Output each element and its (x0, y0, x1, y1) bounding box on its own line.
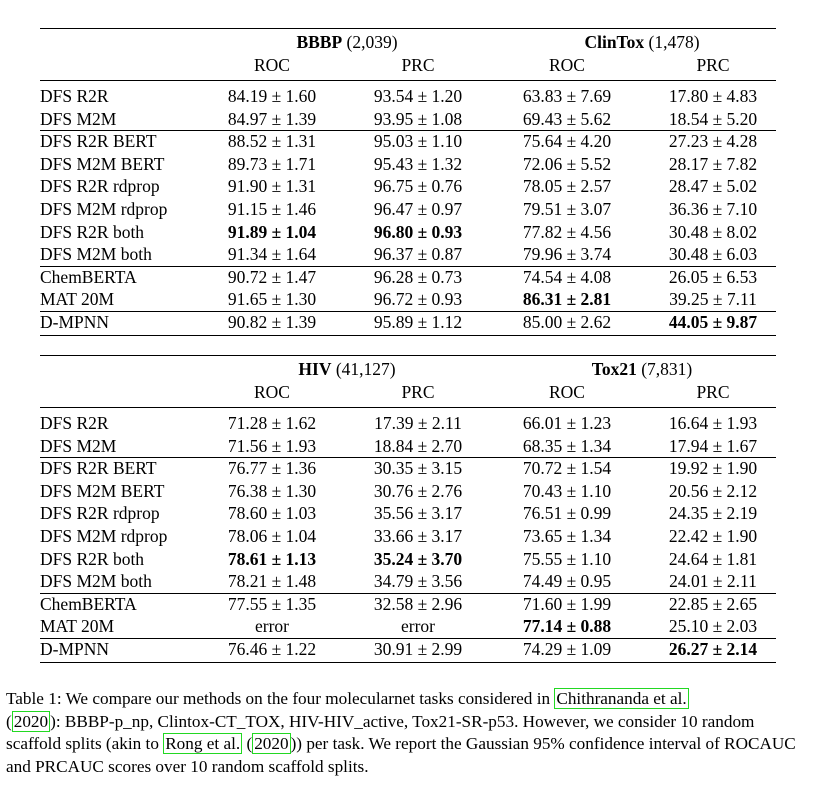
table-cell: 44.05 ± 9.87 (668, 312, 758, 332)
table-cell: 18.54 ± 5.20 (668, 108, 758, 129)
method-name: DFS M2M BERT (40, 153, 165, 174)
table-row (40, 243, 776, 266)
table-cell: 30.48 ± 8.02 (668, 221, 758, 242)
table-cell: 17.94 ± 1.67 (668, 435, 758, 456)
method-name: DFS M2M BERT (40, 480, 165, 501)
table-cell: 76.38 ± 1.30 (227, 480, 317, 501)
method-name: ChemBERTA (40, 593, 137, 614)
caption-text-1: Table 1: We compare our methods on the four molecularnet tasks considered in (6, 689, 555, 708)
column-header: ROC (549, 55, 585, 75)
method-name: DFS R2R rdprop (40, 503, 160, 524)
citation-rong-year[interactable]: 2020 (254, 734, 289, 753)
table-cell: 96.72 ± 0.93 (373, 289, 463, 310)
table-cell: 78.05 ± 2.57 (522, 176, 612, 197)
table-cell: 72.06 ± 5.52 (522, 153, 612, 174)
citation-rong-author[interactable]: Rong et al. (165, 734, 241, 753)
table-cell: 22.42 ± 1.90 (668, 526, 758, 546)
table-cell: 75.64 ± 4.20 (522, 131, 612, 152)
table-cell: 76.46 ± 1.22 (227, 639, 317, 659)
method-name: DFS R2R rdprop (40, 176, 160, 197)
table-cell: 77.82 ± 4.56 (522, 221, 612, 242)
table-row (40, 311, 776, 334)
table-row (40, 638, 776, 661)
table-cell: 27.23 ± 4.28 (668, 131, 758, 152)
table-cell: 34.79 ± 3.56 (373, 571, 463, 592)
table-cell: 77.55 ± 1.35 (227, 593, 317, 614)
table-top-rule (40, 28, 776, 29)
method-name: DFS R2R BERT (40, 131, 157, 152)
method-name: DFS M2M both (40, 571, 152, 592)
table-cell: 74.54 ± 4.08 (522, 266, 612, 287)
table-caption (6, 688, 812, 778)
table-row (40, 615, 776, 638)
table-cell: 30.76 ± 2.76 (373, 480, 463, 501)
table-cell: 17.80 ± 4.83 (668, 86, 758, 106)
dataset-count: (2,039) (346, 32, 398, 52)
table-cell: 91.65 ± 1.30 (227, 289, 317, 310)
table-cell: 77.14 ± 0.88 (522, 616, 612, 637)
group-separator-rule (40, 457, 776, 458)
table-cell: 74.49 ± 0.95 (522, 571, 612, 592)
table-bottom-rule (40, 662, 776, 663)
table-cell: 30.35 ± 3.15 (373, 458, 463, 479)
citation-chithrananda-year[interactable]: 2020 (13, 711, 49, 731)
table-top-rule (40, 355, 776, 356)
table-cell: 84.97 ± 1.39 (227, 108, 317, 129)
table-cell: 96.47 ± 0.97 (373, 199, 463, 219)
method-name: D-MPNN (40, 312, 110, 332)
group-separator-rule (40, 593, 776, 594)
header-rule (40, 80, 776, 81)
table-row (40, 108, 776, 131)
method-name: MAT 20M (40, 289, 115, 310)
group-separator-rule (40, 311, 776, 312)
table-row (40, 525, 776, 548)
citation-chithrananda-author[interactable]: Chithrananda et al. (556, 689, 687, 708)
table-row (40, 570, 776, 593)
table-cell: 75.55 ± 1.10 (522, 548, 612, 569)
method-name: DFS R2R both (40, 221, 145, 242)
method-name: DFS R2R (40, 86, 109, 106)
table-cell: 96.80 ± 0.93 (373, 221, 463, 242)
table-cell: 84.19 ± 1.60 (227, 86, 317, 106)
table-cell: 24.64 ± 1.81 (668, 548, 758, 569)
table-cell: 78.60 ± 1.03 (227, 503, 317, 524)
method-name: DFS R2R (40, 413, 109, 433)
table-row (40, 175, 776, 198)
dataset-name: ClinTox (584, 32, 645, 52)
column-header: ROC (549, 382, 585, 402)
table-row (40, 198, 776, 221)
table-cell: 19.92 ± 1.90 (668, 458, 758, 479)
table-cell: 22.85 ± 2.65 (668, 593, 758, 614)
table-cell: 91.34 ± 1.64 (227, 244, 317, 265)
table-cell: 69.43 ± 5.62 (522, 108, 612, 129)
method-name: DFS M2M rdprop (40, 526, 168, 546)
dataset-header (492, 31, 792, 53)
table-cell: 95.43 ± 1.32 (373, 153, 463, 174)
table-row (40, 85, 776, 108)
table-cell: 63.83 ± 7.69 (522, 86, 612, 106)
method-name: DFS M2M (40, 108, 117, 129)
group-separator-rule (40, 638, 776, 639)
table-cell: 90.72 ± 1.47 (227, 266, 317, 287)
column-header: PRC (696, 55, 730, 75)
table-cell: 89.73 ± 1.71 (227, 153, 317, 174)
column-header: PRC (401, 382, 435, 402)
table-cell: 17.39 ± 2.11 (374, 413, 462, 433)
method-name: MAT 20M (40, 616, 115, 637)
table-row (40, 153, 776, 176)
table-cell: 36.36 ± 7.10 (668, 199, 758, 219)
table-cell: 20.56 ± 2.12 (668, 480, 758, 501)
table-bottom-rule (40, 335, 776, 336)
method-name: DFS M2M rdprop (40, 199, 168, 219)
method-name: DFS R2R both (40, 548, 145, 569)
table-cell: 18.84 ± 2.70 (373, 435, 463, 456)
dataset-count: (1,478) (648, 32, 700, 52)
table-cell: 32.58 ± 2.96 (373, 593, 463, 614)
table-cell: 24.01 ± 2.11 (669, 571, 757, 592)
table-cell: 71.28 ± 1.62 (227, 413, 317, 433)
table-cell: 71.60 ± 1.99 (522, 593, 612, 614)
caption-cite-open-2: ( (242, 734, 253, 753)
dataset-name: BBBP (296, 32, 343, 52)
table-cell: 85.00 ± 2.62 (522, 312, 612, 332)
table-cell: 78.61 ± 1.13 (227, 548, 317, 569)
method-name: DFS R2R BERT (40, 458, 157, 479)
table-cell: 71.56 ± 1.93 (227, 435, 317, 456)
table-cell: 28.17 ± 7.82 (668, 153, 758, 174)
column-header: ROC (254, 55, 290, 75)
group-separator-rule (40, 266, 776, 267)
table-cell: 96.28 ± 0.73 (373, 266, 463, 287)
table-cell: 39.25 ± 7.11 (669, 289, 757, 310)
table-cell: 91.15 ± 1.46 (227, 199, 317, 219)
dataset-header (197, 358, 497, 380)
table-cell: 91.89 ± 1.04 (227, 221, 317, 242)
table-cell: 25.10 ± 2.03 (668, 616, 758, 637)
table-row (40, 593, 776, 616)
table-row (40, 457, 776, 480)
dataset-count: (7,831) (641, 359, 693, 379)
table-cell: 96.75 ± 0.76 (373, 176, 463, 197)
method-name: D-MPNN (40, 639, 110, 659)
column-header: ROC (254, 382, 290, 402)
table-row (40, 502, 776, 525)
table-row (40, 435, 776, 458)
dataset-name: Tox21 (591, 359, 637, 379)
table-cell: 70.43 ± 1.10 (522, 480, 612, 501)
table-cell: 30.48 ± 6.03 (668, 244, 758, 265)
table-cell: 70.72 ± 1.54 (522, 458, 612, 479)
table-cell: 35.24 ± 3.70 (373, 548, 463, 569)
table-cell: 79.51 ± 3.07 (522, 199, 612, 219)
column-header: PRC (696, 382, 730, 402)
table-cell: 26.27 ± 2.14 (668, 639, 758, 659)
table-cell: 88.52 ± 1.31 (227, 131, 317, 152)
table-row (40, 130, 776, 153)
table-cell: 93.95 ± 1.08 (373, 108, 463, 129)
table-cell: 79.96 ± 3.74 (522, 244, 612, 265)
table-row (40, 221, 776, 244)
table-cell: 66.01 ± 1.23 (522, 413, 612, 433)
column-header: PRC (401, 55, 435, 75)
dataset-header (492, 358, 792, 380)
table-cell: 24.35 ± 2.19 (668, 503, 758, 524)
method-name: DFS M2M (40, 435, 117, 456)
table-cell: 76.51 ± 0.99 (522, 503, 612, 524)
table-cell: 68.35 ± 1.34 (522, 435, 612, 456)
table-row (40, 288, 776, 311)
method-name: ChemBERTA (40, 266, 137, 287)
table-cell: 35.56 ± 3.17 (373, 503, 463, 524)
table-cell: 86.31 ± 2.81 (522, 289, 612, 310)
table-cell: 28.47 ± 5.02 (668, 176, 758, 197)
table-cell: 91.90 ± 1.31 (227, 176, 317, 197)
table-cell: 78.21 ± 1.48 (227, 571, 317, 592)
caption-text-2: ): BBBP-p_np, Clintox-CT_TOX, HIV-HIV_active, Tox21-SR-p53. However, we consider 10 random scaffold splits (akin to (6, 711, 755, 753)
dataset-count: (41,127) (335, 359, 396, 379)
table-cell: 74.29 ± 1.09 (522, 639, 612, 659)
table-cell: error (254, 616, 289, 637)
table-cell: 96.37 ± 0.87 (373, 244, 463, 265)
table-cell: 26.05 ± 6.53 (668, 266, 758, 287)
table-cell: 30.91 ± 2.99 (373, 639, 463, 659)
table-cell: 93.54 ± 1.20 (373, 86, 463, 106)
dataset-header (197, 31, 497, 53)
caption-text-3: )) per task. We report the Gaussian 95% confidence interval of ROCAUC and PRCAUC scores over 10 random scaffold splits. (6, 734, 796, 776)
table-cell: 73.65 ± 1.34 (522, 526, 612, 546)
table-cell: 16.64 ± 1.93 (668, 413, 758, 433)
table-row (40, 548, 776, 571)
dataset-name: HIV (298, 359, 332, 379)
table-row (40, 266, 776, 289)
table-cell: 95.89 ± 1.12 (373, 312, 463, 332)
table-cell: 33.66 ± 3.17 (373, 526, 463, 546)
table-cell: 76.77 ± 1.36 (227, 458, 317, 479)
group-separator-rule (40, 130, 776, 131)
table-cell: 95.03 ± 1.10 (373, 131, 463, 152)
table-row (40, 480, 776, 503)
caption-cite-open-1: ( (6, 711, 12, 731)
method-name: DFS M2M both (40, 244, 152, 265)
table-cell: 90.82 ± 1.39 (227, 312, 317, 332)
table-cell: error (400, 616, 435, 637)
table-cell: 78.06 ± 1.04 (227, 526, 317, 546)
table-row (40, 412, 776, 435)
header-rule (40, 407, 776, 408)
